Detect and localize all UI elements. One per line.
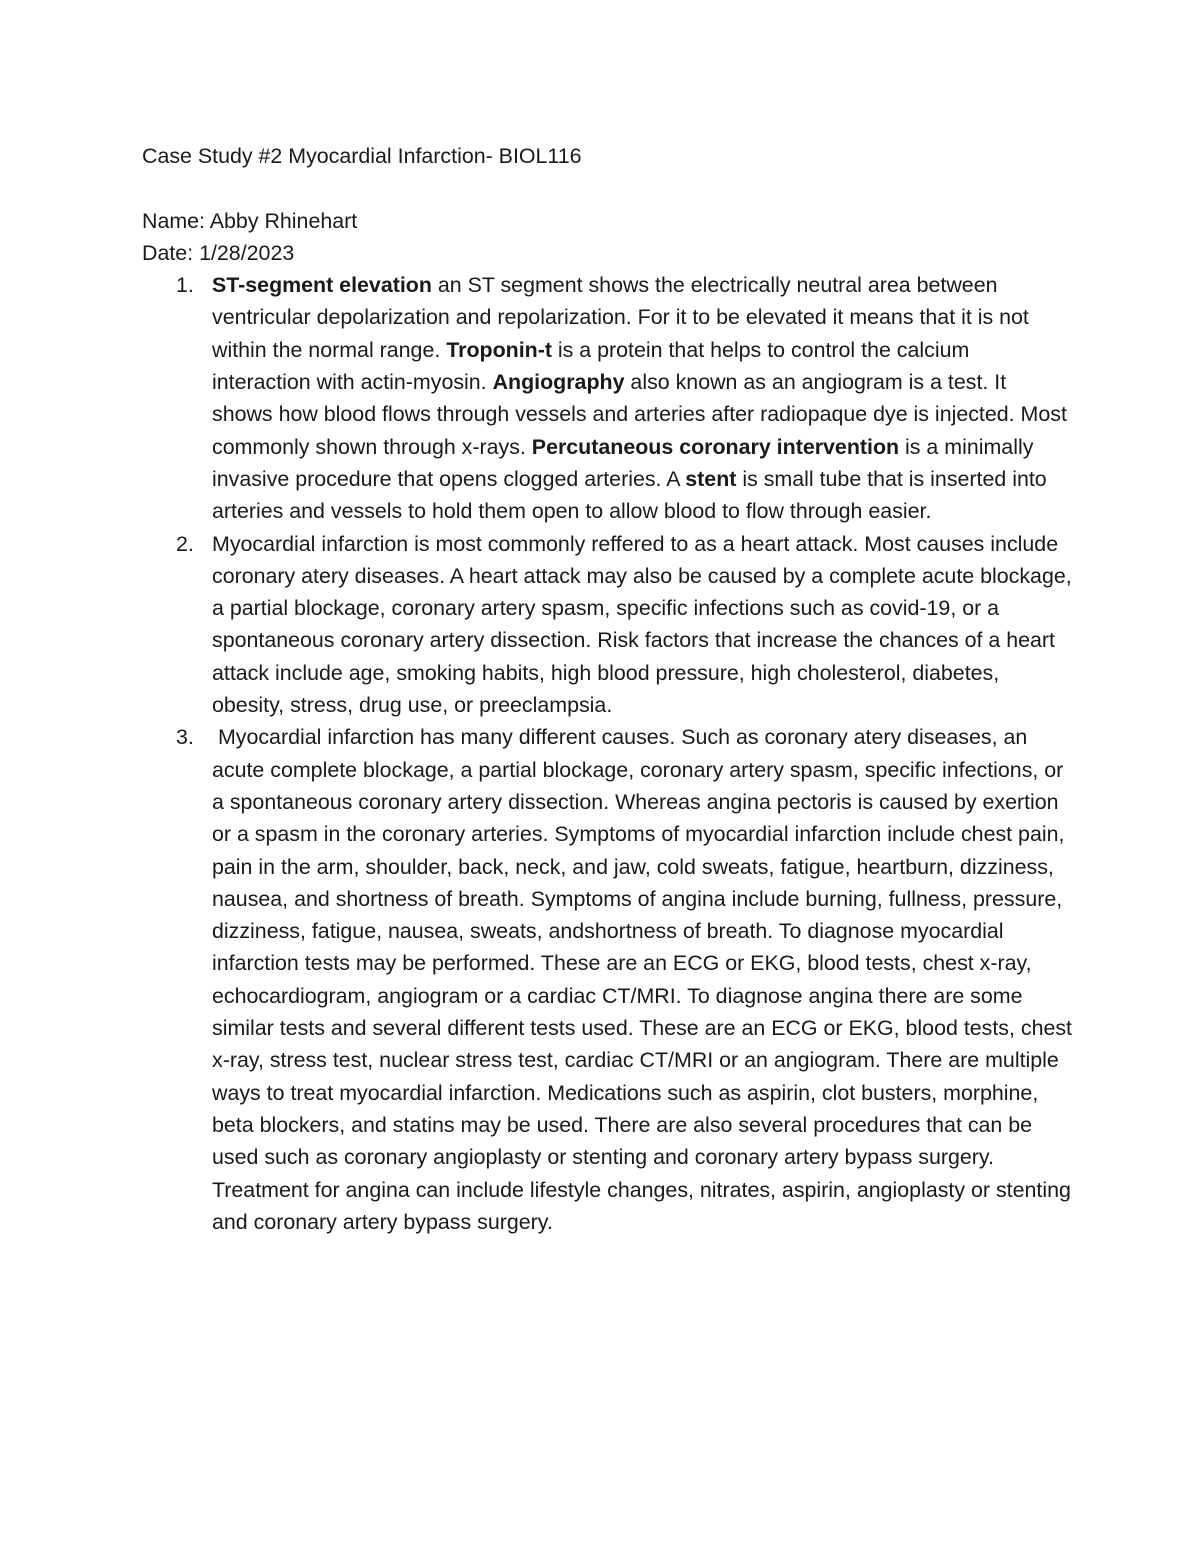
answer-list xyxy=(142,269,1078,1238)
document-title: Case Study #2 Myocardial Infarction- BIOL116 xyxy=(142,144,582,168)
text-segment: Myocardial infarction has many different causes. Such as coronary atery diseases, an acute complete blockage, a partial blockage, coronary artery spasm, specific infections, or a spontaneous coronary artery dissection. Whereas angina pectoris is caused by exertion or a spasm in the coronary arteries. Symptoms of myocardial infarction include chest pain, pain in the arm, shoulder, back, neck, and jaw, cold sweats, fatigue, heartburn, dizziness, nausea, and shortness of breath. Symptoms of angina include burning, fullness, pressure, dizziness, fatigue, nausea, sweats, andshortness of breath. To diagnose myocardial infarction tests may be performed. These are an ECG or EKG, blood tests, chest x-ray, echocardiogram, angiogram or a cardiac CT/MRI. To diagnose angina there are some similar tests and several different tests used. These are an ECG or EKG, blood tests, chest x-ray, stress test, nuclear stress test, cardiac CT/MRI or an angiogram. There are multiple ways to treat myocardial infarction. Medications such as aspirin, clot busters, morphine, beta blockers, and statins may be used. There are also several procedures that can be used such as coronary angioplasty or stenting and coronary artery bypass surgery. Treatment for angina can include lifestyle changes, nitrates, aspirin, angioplasty or stenting and coronary artery bypass surgery. xyxy=(212,725,1078,1234)
student-name: Name: Abby Rhinehart xyxy=(142,208,358,233)
list-item-text xyxy=(212,721,1078,1238)
list-item xyxy=(142,528,1072,722)
list-item-text xyxy=(212,528,1072,722)
list-item-number: 1. xyxy=(176,273,194,298)
list-item xyxy=(142,721,1078,1238)
blank-line xyxy=(142,172,1072,204)
list-item-text xyxy=(212,269,1072,527)
term-percutaneous-coronary-intervention: Percutaneous coronary intervention xyxy=(531,434,900,459)
term-stent: stent xyxy=(685,466,737,491)
term-troponin-t: Troponin-t xyxy=(446,337,552,362)
text-segment: also known as an angiogram is a test. It shows how blood flows through vessels and arteries after radiopaque dye is injected. Most commonly shown through x-rays. xyxy=(212,370,1067,459)
list-item xyxy=(142,269,1072,527)
term-angiography: Angiography xyxy=(492,370,625,395)
document-body xyxy=(142,140,1078,1238)
list-item-number: 3. xyxy=(176,725,194,750)
text-segment: is small tube that is inserted into arteries and vessels to hold them open to allow blood to flow through easier. xyxy=(212,466,1047,524)
submission-date: Date: 1/28/2023 xyxy=(142,240,295,265)
text-segment: is a minimally invasive procedure that opens clogged arteries. A xyxy=(212,434,1034,491)
text-segment: Myocardial infarction is most commonly reffered to as a heart attack. Most causes include coronary atery diseases. A heart attack may also be caused by a complete acute blockage, a partial blockage, coronary artery spasm, specific infections such as covid-19, or a spontaneous coronary artery dissection. Risk factors that increase the chances of a heart attack include age, smoking habits, high blood pressure, high cholesterol, diabetes, obesity, stress, drug use, or preeclampsia. xyxy=(212,531,1072,718)
text-segment: is a protein that helps to control the calcium interaction with actin-myosin. xyxy=(212,337,970,395)
term-st-segment-elevation: ST-segment elevation xyxy=(212,273,432,298)
list-item-number: 2. xyxy=(176,531,194,556)
text-segment: an ST segment shows the electrically neutral area between ventricular depolarization and repolarization. For it to be elevated it means that it is not within the normal range. xyxy=(212,273,1029,362)
